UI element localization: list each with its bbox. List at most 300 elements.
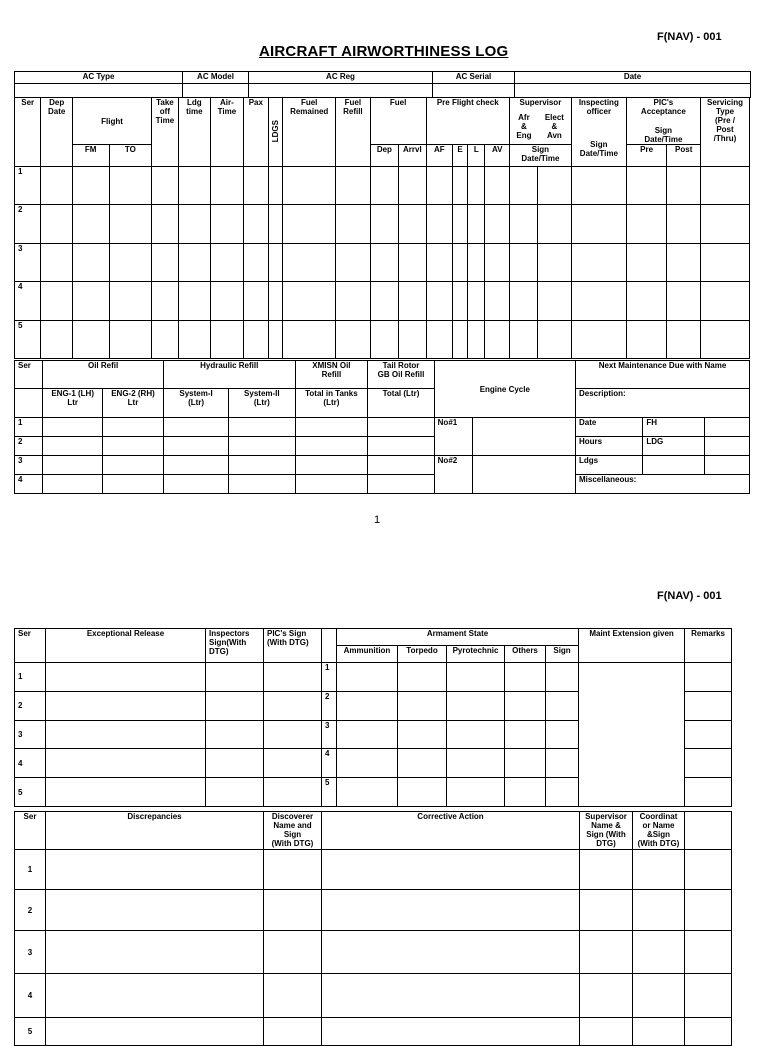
flight-log-cell[interactable] [426, 167, 452, 205]
release-row-ser: 3 [15, 720, 46, 749]
flight-log-cell[interactable] [109, 320, 152, 358]
coordinator-header: Coordinat or Name &Sign (With DTG) [633, 812, 685, 850]
flight-row-ser: 2 [15, 205, 41, 243]
flight-log-cell[interactable] [283, 320, 336, 358]
flight-log-cell[interactable] [283, 167, 336, 205]
take-off-header: Take off Time [152, 98, 178, 167]
inspectors-sign-cell[interactable] [206, 663, 264, 692]
engine-cycle-header: Engine Cycle [434, 361, 575, 418]
flight-log-cell[interactable] [485, 320, 509, 358]
flight-log-cell[interactable] [426, 320, 452, 358]
exceptional-release-cell[interactable] [46, 663, 206, 692]
flight-log-cell[interactable] [399, 167, 426, 205]
oil-cell[interactable] [295, 475, 368, 494]
flight-log-cell[interactable] [509, 205, 537, 243]
release-row [15, 663, 732, 692]
flight-log-cell[interactable] [399, 243, 426, 281]
discrepancy-cell[interactable] [46, 890, 264, 931]
flight-log-cell[interactable] [72, 167, 109, 205]
armament-row-ser: 1 [322, 663, 337, 692]
flight-log-cell[interactable] [571, 205, 626, 243]
aircraft-info-table [14, 71, 751, 98]
flight-log-cell[interactable] [571, 282, 626, 320]
discrepancy-cell[interactable] [46, 1018, 264, 1046]
maint-ldg-field[interactable] [705, 437, 750, 456]
flight-log-cell[interactable] [41, 320, 73, 358]
flight-log-cell[interactable] [700, 167, 749, 205]
flight-log-cell[interactable] [336, 167, 371, 205]
flight-log-cell[interactable] [269, 243, 283, 281]
flight-log-cell[interactable] [468, 167, 485, 205]
pyrotechnic-cell[interactable] [447, 691, 505, 720]
form-code: F(NAV) - 001 [657, 31, 722, 43]
flight-log-cell[interactable] [178, 282, 211, 320]
armament-sign-cell[interactable] [546, 749, 579, 778]
coordinator-cell[interactable] [633, 974, 685, 1018]
inspectors-sign-header: Inspectors Sign(With DTG) [206, 629, 264, 663]
armament-sign-cell[interactable] [546, 720, 579, 749]
oil-cell[interactable] [229, 456, 295, 475]
remarks-cell[interactable] [685, 778, 732, 807]
flight-log-cell[interactable] [700, 320, 749, 358]
ldgs-header: LDGS [269, 98, 283, 167]
coordinator-cell[interactable] [633, 931, 685, 974]
flight-log-cell[interactable] [109, 167, 152, 205]
page-number: 1 [374, 514, 381, 526]
flight-log-cell[interactable] [509, 320, 537, 358]
flight-log-cell[interactable] [243, 167, 268, 205]
flight-log-cell[interactable] [269, 282, 283, 320]
exceptional-release-cell[interactable] [46, 691, 206, 720]
flight-log-cell[interactable] [283, 243, 336, 281]
torpedo-cell[interactable] [398, 720, 447, 749]
discoverer-cell[interactable] [264, 931, 322, 974]
pyrotechnic-cell[interactable] [447, 749, 505, 778]
armament-sign-cell[interactable] [546, 691, 579, 720]
oil-cell[interactable] [295, 437, 368, 456]
remarks-cell[interactable] [685, 749, 732, 778]
remarks-cell[interactable] [685, 663, 732, 692]
flight-log-cell[interactable] [538, 167, 572, 205]
corrective-action-cell[interactable] [322, 931, 580, 974]
flight-log-cell[interactable] [485, 282, 509, 320]
oil-row-ser: 4 [15, 475, 43, 494]
disc-extra-cell[interactable] [685, 850, 732, 890]
engine-no2-field[interactable] [472, 456, 575, 494]
exceptional-release-header: Exceptional Release [46, 629, 206, 663]
oil-cell[interactable] [229, 475, 295, 494]
page-title: AIRCRAFT AIRWORTHINESS LOG [259, 43, 509, 60]
flight-log-cell[interactable] [269, 320, 283, 358]
flight-log-cell[interactable] [626, 320, 667, 358]
flight-log-cell[interactable] [452, 167, 467, 205]
total-ltr-header: Total (Ltr) [368, 389, 434, 418]
flight-log-cell[interactable] [72, 205, 109, 243]
others-cell[interactable] [505, 691, 546, 720]
disc-extra-cell[interactable] [685, 931, 732, 974]
corrective-action-cell[interactable] [322, 850, 580, 890]
ac-serial-field[interactable] [433, 84, 515, 98]
disc-extra-cell[interactable] [685, 890, 732, 931]
oil-cell[interactable] [163, 418, 228, 437]
flight-log-cell[interactable] [538, 320, 572, 358]
disc-supervisor-cell[interactable] [580, 931, 633, 974]
flight-log-cell[interactable] [178, 167, 211, 205]
flight-log-cell[interactable] [452, 282, 467, 320]
oil-ser-header: Ser [15, 361, 43, 389]
flight-log-cell[interactable] [571, 320, 626, 358]
flight-log-cell[interactable] [700, 205, 749, 243]
oil-cell[interactable] [295, 456, 368, 475]
torpedo-cell[interactable] [398, 749, 447, 778]
discoverer-header: Discoverer Name and Sign (With DTG) [264, 812, 322, 850]
ldg-time-header: Ldg time [178, 98, 211, 167]
flight-log-cell[interactable] [211, 205, 244, 243]
oil-row-ser: 1 [15, 418, 43, 437]
maint-ldg-label: LDG [643, 437, 705, 456]
ammunition-cell[interactable] [337, 691, 398, 720]
flight-log-cell[interactable] [178, 243, 211, 281]
armament-row-ser: 2 [322, 691, 337, 720]
flight-log-cell[interactable] [109, 282, 152, 320]
oil-cell[interactable] [229, 418, 295, 437]
flight-log-cell[interactable] [109, 205, 152, 243]
disc-supervisor-cell[interactable] [580, 850, 633, 890]
discrepancy-row [15, 974, 732, 1018]
flight-log-cell[interactable] [152, 282, 178, 320]
engine-no1-field[interactable] [472, 418, 575, 456]
disc-supervisor-header: Supervisor Name & Sign (With DTG) [580, 812, 633, 850]
system1-header: System-I (Ltr) [163, 389, 228, 418]
flight-log-cell[interactable] [509, 167, 537, 205]
flight-log-cell[interactable] [269, 167, 283, 205]
flight-log-cell[interactable] [538, 205, 572, 243]
flight-log-cell[interactable] [41, 243, 73, 281]
dep-date-header: Dep Date [41, 98, 73, 167]
release-ser-header: Ser [15, 629, 46, 663]
flight-log-cell[interactable] [626, 243, 667, 281]
flight-log-cell[interactable] [211, 243, 244, 281]
maint-extension-cell[interactable] [579, 663, 685, 807]
oil-cell[interactable] [229, 437, 295, 456]
disc-row-ser: 1 [15, 850, 46, 890]
flight-log-cell[interactable] [571, 167, 626, 205]
torpedo-cell[interactable] [398, 691, 447, 720]
coordinator-cell[interactable] [633, 850, 685, 890]
ac-type-field[interactable] [15, 84, 183, 98]
date-label: Date [515, 72, 751, 84]
flight-log-cell[interactable] [485, 243, 509, 281]
flight-log-cell[interactable] [152, 243, 178, 281]
miscellaneous-field[interactable]: Miscellaneous: [575, 475, 749, 494]
pic-sign-cell[interactable] [264, 663, 322, 692]
sup-sign-header: Sign Date/Time [509, 145, 571, 167]
others-cell[interactable] [505, 663, 546, 692]
discoverer-cell[interactable] [264, 890, 322, 931]
flight-log-cell[interactable] [178, 320, 211, 358]
flight-log-cell[interactable] [72, 243, 109, 281]
oil-cell[interactable] [103, 475, 164, 494]
coordinator-cell[interactable] [633, 890, 685, 931]
coordinator-cell[interactable] [633, 1018, 685, 1046]
maint-fh-label: FH [643, 418, 705, 437]
pax-header: Pax [243, 98, 268, 167]
flight-log-cell[interactable] [468, 282, 485, 320]
discrepancy-row [15, 890, 732, 931]
remarks-cell[interactable] [685, 720, 732, 749]
flight-log-cell[interactable] [152, 167, 178, 205]
disc-supervisor-cell[interactable] [580, 974, 633, 1018]
ac-reg-field[interactable] [249, 84, 433, 98]
eng2-header: ENG-2 (RH) Ltr [103, 389, 164, 418]
pic-sign-header-p2: PIC's Sign (With DTG) [264, 629, 322, 663]
flight-log-cell[interactable] [178, 205, 211, 243]
next-maint-header: Next Maintenance Due with Name [575, 361, 749, 389]
flight-log-cell[interactable] [700, 282, 749, 320]
flight-log-cell[interactable] [667, 167, 701, 205]
oil-cell[interactable] [295, 418, 368, 437]
pyrotechnic-cell[interactable] [447, 778, 505, 807]
armament-row-ser: 5 [322, 778, 337, 807]
dep-header: Dep [370, 145, 398, 167]
others-header: Others [505, 646, 546, 663]
maint-ldgs-field[interactable] [643, 456, 705, 475]
flight-log-cell[interactable] [109, 243, 152, 281]
flight-log-cell[interactable] [468, 320, 485, 358]
oil-cell[interactable] [368, 437, 434, 456]
pic-acceptance-header: PIC's Acceptance Sign Date/Time [626, 98, 700, 145]
ammunition-cell[interactable] [337, 663, 398, 692]
pyrotechnic-cell[interactable] [447, 720, 505, 749]
discrepancy-row [15, 850, 732, 890]
af-header: AF [426, 145, 452, 167]
date-field[interactable] [515, 84, 751, 98]
flight-log-cell[interactable] [72, 282, 109, 320]
discrepancy-cell[interactable] [46, 974, 264, 1018]
disc-extra-cell[interactable] [685, 974, 732, 1018]
oil-row-ser: 2 [15, 437, 43, 456]
flight-log-cell[interactable] [336, 320, 371, 358]
flight-log-cell[interactable] [626, 282, 667, 320]
inspectors-sign-cell[interactable] [206, 778, 264, 807]
corrective-action-cell[interactable] [322, 1018, 580, 1046]
fuel-refill-header: Fuel Refill [336, 98, 371, 167]
ac-reg-label: AC Reg [249, 72, 433, 84]
exceptional-release-cell[interactable] [46, 778, 206, 807]
flight-log-cell[interactable] [211, 167, 244, 205]
fuel-remained-header: Fuel Remained [283, 98, 336, 167]
flight-log-cell[interactable] [243, 243, 268, 281]
flight-log-cell[interactable] [41, 205, 73, 243]
xmisn-header: XMISN Oil Refill [295, 361, 368, 389]
flight-log-cell[interactable] [370, 282, 398, 320]
to-header: TO [109, 145, 152, 167]
maint-extension-header: Maint Extension given [579, 629, 685, 663]
flight-log-cell[interactable] [452, 320, 467, 358]
maint-ldgs-field-2[interactable] [705, 456, 750, 475]
discrepancy-cell[interactable] [46, 931, 264, 974]
flight-log-cell[interactable] [269, 205, 283, 243]
pic-sign-cell[interactable] [264, 749, 322, 778]
pyrotechnic-cell[interactable] [447, 663, 505, 692]
flight-log-cell[interactable] [468, 243, 485, 281]
inspectors-sign-cell[interactable] [206, 720, 264, 749]
flight-log-cell[interactable] [152, 320, 178, 358]
sign-header: Sign [546, 646, 579, 663]
oil-cell[interactable] [43, 418, 103, 437]
system2-header: System-II (Ltr) [229, 389, 295, 418]
armament-state-header: Armament State [337, 629, 579, 646]
flight-log-cell[interactable] [538, 282, 572, 320]
oil-cell[interactable] [163, 437, 228, 456]
oil-cell[interactable] [368, 475, 434, 494]
tail-rotor-header: Tail Rotor GB Oil Refill [368, 361, 434, 389]
flight-log-cell[interactable] [41, 167, 73, 205]
pyrotechnic-header: Pyrotechnic [447, 646, 505, 663]
corrective-action-cell[interactable] [322, 890, 580, 931]
discoverer-cell[interactable] [264, 974, 322, 1018]
flight-log-cell[interactable] [485, 167, 509, 205]
flight-log-cell[interactable] [426, 243, 452, 281]
flight-log-cell[interactable] [152, 205, 178, 243]
flight-log-cell[interactable] [283, 282, 336, 320]
flight-log-cell[interactable] [426, 282, 452, 320]
inspectors-sign-cell[interactable] [206, 691, 264, 720]
corrective-action-cell[interactable] [322, 974, 580, 1018]
oil-cell[interactable] [43, 456, 103, 475]
pic-sign-header: Sign Date/Time [644, 126, 683, 144]
av-header: AV [485, 145, 509, 167]
flight-log-cell[interactable] [243, 282, 268, 320]
flight-log-cell[interactable] [667, 205, 701, 243]
oil-cell[interactable] [43, 475, 103, 494]
ammunition-cell[interactable] [337, 720, 398, 749]
ac-model-label: AC Model [183, 72, 249, 84]
remarks-cell[interactable] [685, 691, 732, 720]
flight-log-cell[interactable] [667, 243, 701, 281]
supervisor-header: Supervisor Afr & Eng Elect & Avn [509, 98, 571, 145]
flight-log-cell[interactable] [667, 320, 701, 358]
oil-cell[interactable] [103, 418, 164, 437]
afr-eng-header: Afr & Eng [516, 113, 532, 140]
flight-log-cell[interactable] [399, 282, 426, 320]
oil-cell[interactable] [368, 456, 434, 475]
flight-log-cell[interactable] [336, 243, 371, 281]
flight-log-cell[interactable] [72, 320, 109, 358]
flight-log-cell[interactable] [571, 243, 626, 281]
flight-log-cell[interactable] [211, 282, 244, 320]
disc-supervisor-cell[interactable] [580, 1018, 633, 1046]
flight-log-cell[interactable] [41, 282, 73, 320]
disc-row-ser: 2 [15, 890, 46, 931]
fm-header: FM [72, 145, 109, 167]
flight-log-cell[interactable] [452, 243, 467, 281]
disc-row-ser: 3 [15, 931, 46, 974]
flight-log-cell[interactable] [370, 243, 398, 281]
flight-log-cell[interactable] [336, 205, 371, 243]
flight-log-cell[interactable] [336, 282, 371, 320]
flight-log-cell[interactable] [370, 167, 398, 205]
flight-log-cell[interactable] [370, 205, 398, 243]
maint-fh-field[interactable] [705, 418, 750, 437]
flight-log-cell[interactable] [452, 205, 467, 243]
ammunition-cell[interactable] [337, 749, 398, 778]
flight-log-cell[interactable] [667, 282, 701, 320]
disc-extra-header [685, 812, 732, 850]
flight-log-cell[interactable] [211, 320, 244, 358]
armament-sign-cell[interactable] [546, 663, 579, 692]
inspectors-sign-cell[interactable] [206, 749, 264, 778]
flight-log-cell[interactable] [399, 320, 426, 358]
flight-log-cell[interactable] [626, 167, 667, 205]
release-row-ser: 2 [15, 691, 46, 720]
discoverer-cell[interactable] [264, 1018, 322, 1046]
flight-log-row [15, 205, 750, 243]
oil-cell[interactable] [163, 456, 228, 475]
flight-log-cell[interactable] [626, 205, 667, 243]
exceptional-release-cell[interactable] [46, 749, 206, 778]
oil-cell[interactable] [163, 475, 228, 494]
exceptional-release-cell[interactable] [46, 720, 206, 749]
disc-extra-cell[interactable] [685, 1018, 732, 1046]
pic-sign-cell[interactable] [264, 778, 322, 807]
pic-sign-cell[interactable] [264, 720, 322, 749]
torpedo-cell[interactable] [398, 778, 447, 807]
flight-log-cell[interactable] [426, 205, 452, 243]
ammunition-cell[interactable] [337, 778, 398, 807]
maint-hours-label: Hours [575, 437, 642, 456]
disc-row-ser: 5 [15, 1018, 46, 1046]
others-cell[interactable] [505, 720, 546, 749]
oil-cell[interactable] [103, 456, 164, 475]
flight-log-cell[interactable] [283, 205, 336, 243]
ac-model-field[interactable] [183, 84, 249, 98]
flight-log-cell[interactable] [243, 205, 268, 243]
disc-ser-header: Ser [15, 812, 46, 850]
pic-sign-cell[interactable] [264, 691, 322, 720]
discoverer-cell[interactable] [264, 850, 322, 890]
flight-log-cell[interactable] [538, 243, 572, 281]
flight-log-cell[interactable] [370, 320, 398, 358]
others-cell[interactable] [505, 749, 546, 778]
torpedo-cell[interactable] [398, 663, 447, 692]
l-header: L [468, 145, 485, 167]
flight-log-row [15, 167, 750, 205]
flight-log-cell[interactable] [485, 205, 509, 243]
elect-avn-header: Elect & Avn [544, 113, 564, 140]
flight-log-cell[interactable] [509, 282, 537, 320]
flight-log-cell[interactable] [700, 243, 749, 281]
oil-cell[interactable] [103, 437, 164, 456]
disc-supervisor-cell[interactable] [580, 890, 633, 931]
armament-sign-cell[interactable] [546, 778, 579, 807]
flight-log-cell[interactable] [468, 205, 485, 243]
oil-cell[interactable] [43, 437, 103, 456]
flight-row-ser: 3 [15, 243, 41, 281]
flight-log-table [14, 97, 750, 359]
oil-cell[interactable] [368, 418, 434, 437]
description-field[interactable]: Description: [575, 389, 749, 418]
flight-log-cell[interactable] [243, 320, 268, 358]
discrepancy-cell[interactable] [46, 850, 264, 890]
flight-log-cell[interactable] [399, 205, 426, 243]
inspecting-officer-header: Inspecting officer Sign Date/Time [571, 98, 626, 167]
others-cell[interactable] [505, 778, 546, 807]
flight-log-cell[interactable] [509, 243, 537, 281]
exceptional-release-table [14, 628, 732, 807]
release-row-ser: 4 [15, 749, 46, 778]
maint-ldgs-label: Ldgs [575, 456, 642, 475]
